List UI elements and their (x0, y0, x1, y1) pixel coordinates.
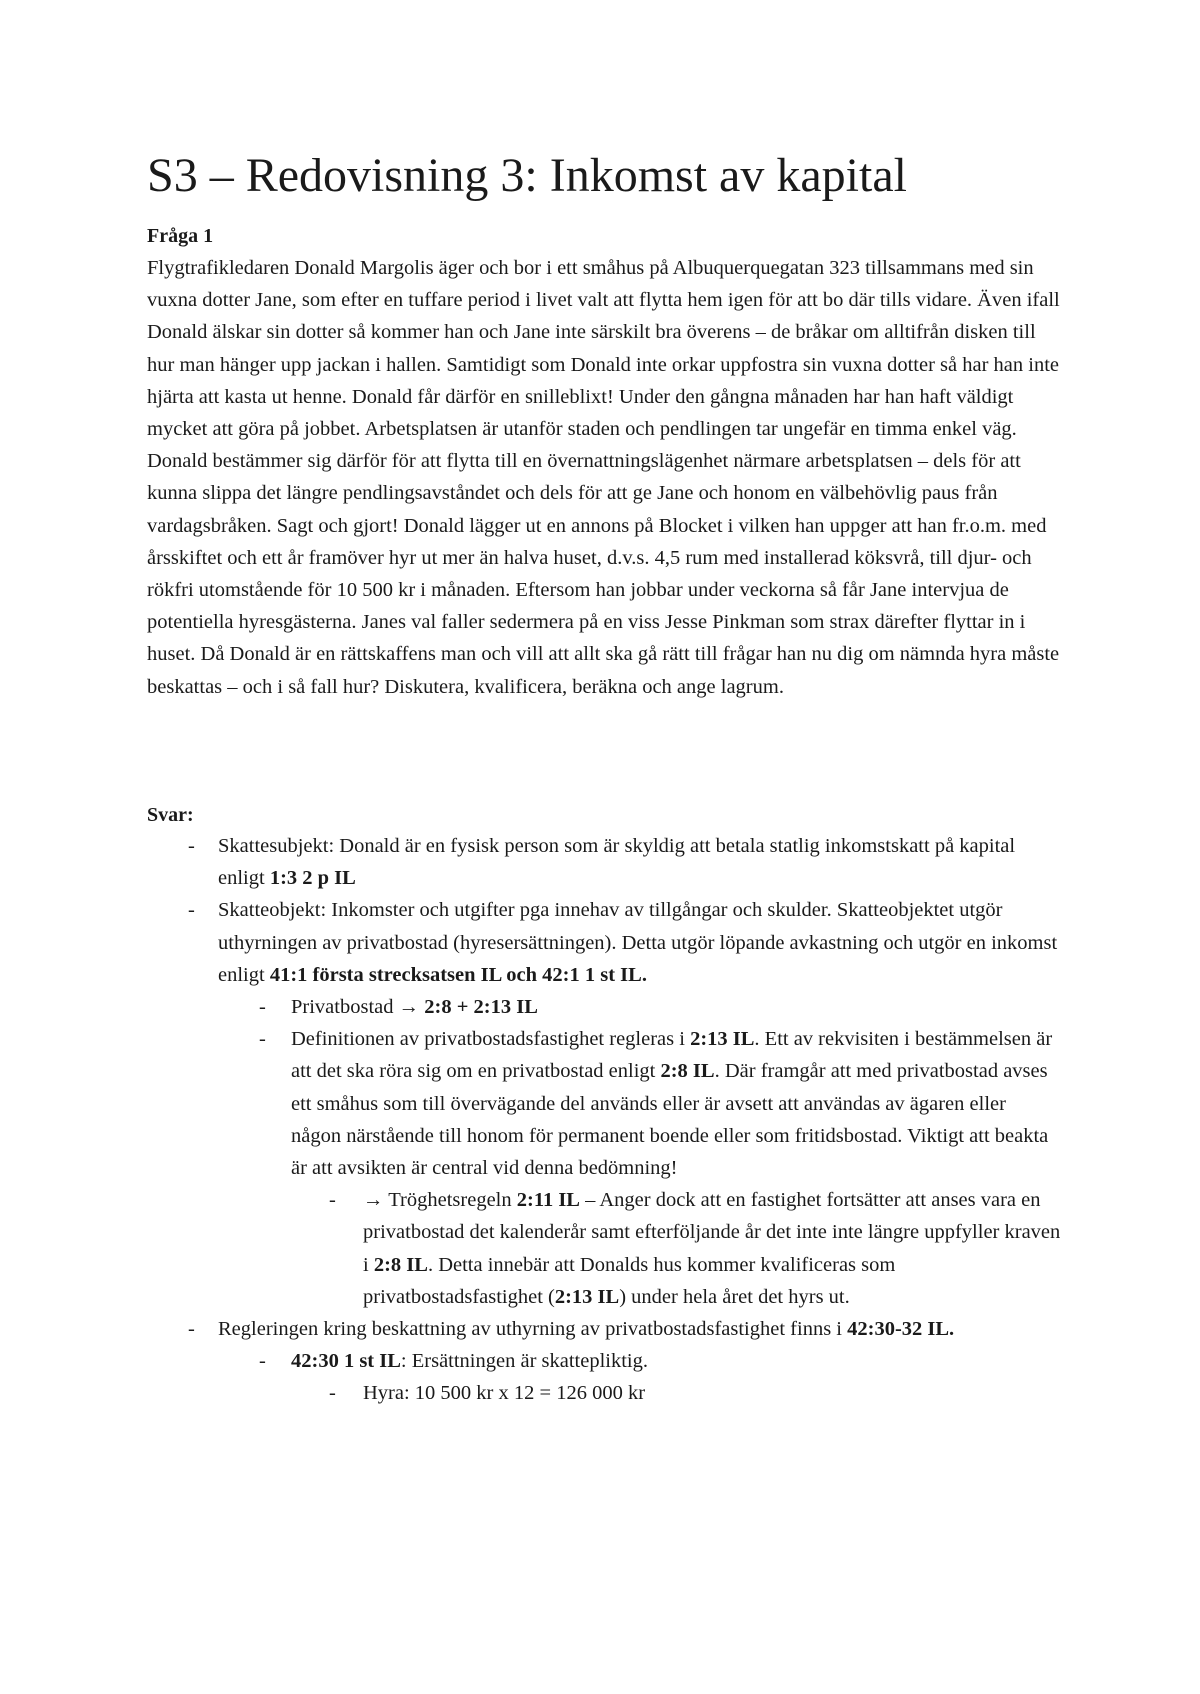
law-reference: 42:30-32 IL. (847, 1318, 955, 1341)
list-item-definition (259, 1023, 1061, 1184)
bullet-dash: - (259, 1350, 266, 1373)
list-item-inertia-rule (329, 1184, 1063, 1313)
item-text: Privatbostad → (291, 996, 425, 1019)
item-text: Skatteobjekt: Inkomster och utgifter pga innehav av tillgångar och skulder. Skatteobjektet utgör uthyrningen av privatbostad (hyresersättningen). Detta utgör löpande avkastning och utgör en inkomst enligt (218, 899, 1058, 986)
law-reference: 41:1 första strecksatsen IL och 42:1 1 st IL. (269, 963, 647, 986)
item-text: Hyra: 10 500 kr x 12 = 126 000 kr (363, 1382, 646, 1405)
bullet-dash: - (259, 1028, 266, 1051)
law-reference: 2:13 IL (554, 1285, 620, 1308)
item-text: – Anger dock att en fastighet fortsätter att anses vara en privatbostad det kalenderår samt efterföljande år det inte inte längre uppfyller kraven i (363, 1189, 1061, 1276)
law-reference: 2:11 IL (516, 1189, 580, 1212)
list-item-taxable-compensation (259, 1345, 1061, 1377)
list-item-regulation (188, 1313, 1058, 1345)
item-text: Definitionen av privatbostadsfastighet regleras i (291, 1028, 691, 1051)
item-text: . Ett av rekvisiten i bestämmelsen är att det ska röra sig om en privatbostad enligt (291, 1028, 1053, 1083)
list-item-rent-calculation (329, 1377, 1063, 1409)
item-text: : Ersättningen är skattepliktig. (400, 1350, 649, 1373)
item-text: ) under hela året det hyrs ut. (619, 1285, 850, 1308)
item-text: Regleringen kring beskattning av uthyrning av privatbostadsfastighet finns i (218, 1318, 848, 1341)
bullet-dash: - (188, 899, 195, 922)
law-reference: 2:8 IL (660, 1060, 715, 1083)
answer-list (0, 830, 1200, 1410)
list-item-tax-subject (188, 830, 1058, 894)
law-reference: 1:3 2 p IL (269, 867, 356, 890)
item-text: → Tröghetsregeln (363, 1189, 517, 1212)
item-text: Skattesubjekt: Donald är en fysisk person som är skyldig att betala statlig inkomstskatt på kapital enligt (218, 835, 1016, 890)
law-reference: 2:8 + 2:13 IL (424, 996, 538, 1019)
item-text: . Där framgår att med privatbostad avses ett småhus som till övervägande del används eller är avsett att användas av ägaren eller någon närstående till honom för permanent boende eller som fritidsbostad. Viktigt att beakta är att avsikten är central vid denna bedömning! (291, 1060, 1049, 1180)
bullet-dash: - (329, 1189, 336, 1212)
item-text: . Detta innebär att Donalds hus kommer kvalificeras som privatbostadsfastighet ( (363, 1253, 896, 1308)
bullet-dash: - (188, 835, 195, 857)
document-title: S3 – Redovisning 3: Inkomst av kapital (147, 149, 907, 202)
list-item-tax-object (188, 894, 1058, 991)
question-text: Flygtrafikledaren Donald Margolis äger och bor i ett småhus på Albuquerquegatan 323 tillsammans med sin vuxna dotter Jane, som efter en tuffare period i livet valt att flytta hem igen för att bo där tills vidare. Även ifall Donald älskar sin dotter så kommer han och Jane inte särskilt bra överens – de bråkar om alltifrån disken till hur man hänger upp jackan i hallen. Samtidigt som Donald inte orkar uppfostra sin vuxna dotter så har han inte hjärta att kasta ut henne. Donald får därför en snilleblixt! Under den gångna månaden har han haft väldigt mycket att göra på jobbet. Arbetsplatsen är utanför staden och pendlingen tar ungefär en timma enkel väg. Donald bestämmer sig därför för att flytta till en övernattningslägenhet närmare arbetsplatsen – dels för att kunna slippa det längre pendlingsavståndet och dels för att ge Jane och honom en välbehövlig paus från vardagsbråken. Sagt och gjort! Donald lägger ut en annons på Blocket i vilken han uppger att han fr.o.m. med årsskiftet och ett år framöver hyr ut mer än halva huset, d.v.s. 4,5 rum med installerad köksvrå, till djur- och rökfri utomstående för 10 500 kr i månaden. Eftersom han jobbar under veckorna så får Jane intervjua de potentiella hyresgästerna. Janes val faller sedermera på en viss Jesse Pinkman som strax därefter flyttar in i huset. Då Donald är en rättskaffens man och vill att allt ska gå rätt till frågar han nu dig om nämnda hyra måste beskattas – och i så fall hur? Diskutera, kvalificera, beräkna och ange lagrum. (147, 257, 1060, 698)
bullet-dash: - (188, 1318, 195, 1341)
answer-heading: Svar: (147, 804, 194, 826)
law-reference: 42:30 1 st IL (291, 1350, 401, 1373)
bullet-dash: - (329, 1382, 336, 1405)
law-reference: 2:8 IL (373, 1253, 428, 1276)
list-item-private-residence (259, 991, 1061, 1023)
bullet-dash: - (259, 996, 266, 1019)
question-heading: Fråga 1 (147, 225, 214, 247)
law-reference: 2:13 IL (690, 1028, 755, 1051)
